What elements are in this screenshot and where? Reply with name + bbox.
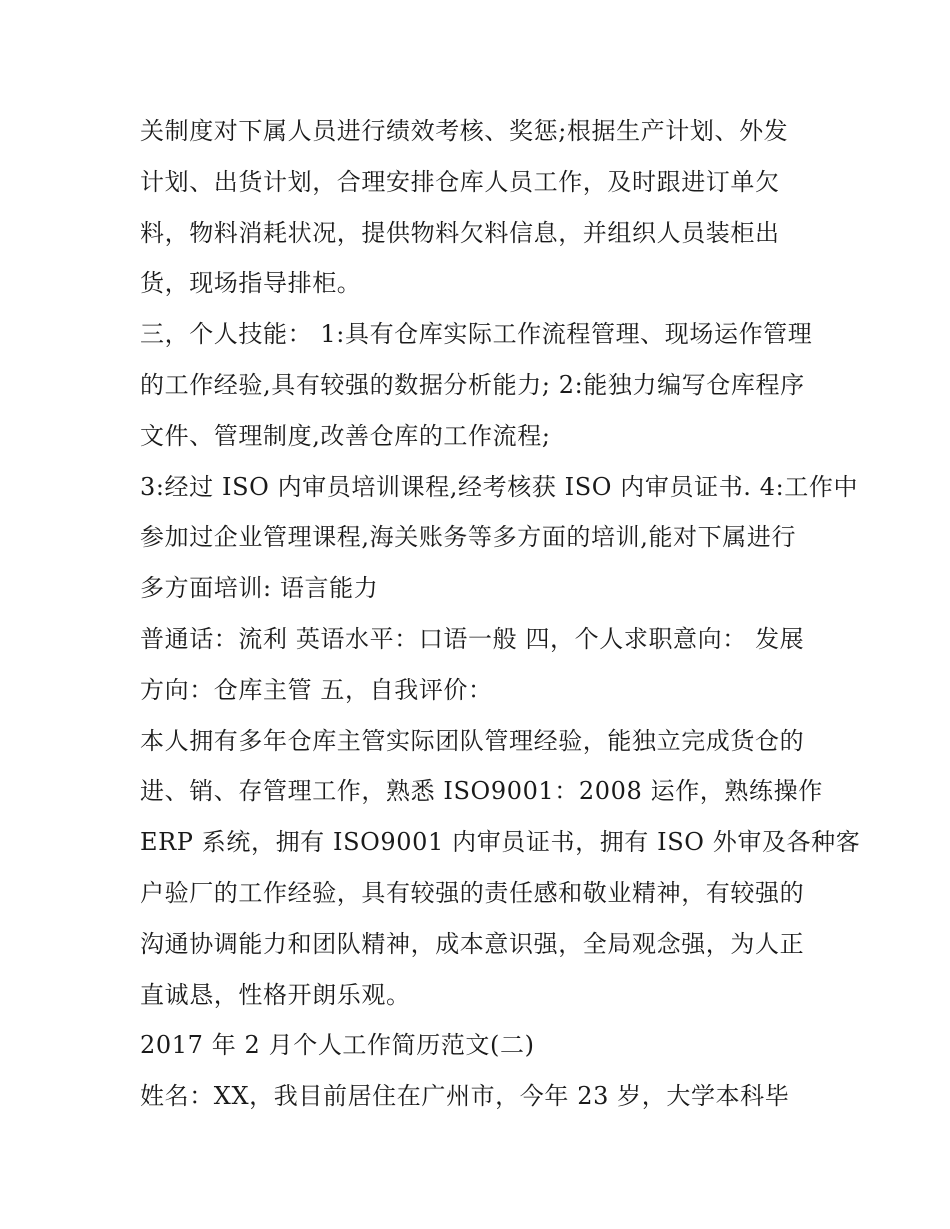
section-heading: 2017 年 2 月个人工作简历范文(二) <box>140 1031 535 1060</box>
text-line: 料，物料消耗状况，提供物料欠料信息，并组织人员装柜出 <box>140 218 780 247</box>
text-line: 沟通协调能力和团队精神，成本意识强，全局观念强，为人正 <box>140 929 805 958</box>
text-line: ERP 系统，拥有 ISO9001 内审员证书，拥有 ISO 外审及各种客 <box>140 828 861 857</box>
text-line: 文件、管理制度,改善仓库的工作流程; <box>140 421 551 450</box>
text-line: 直诚恳，性格开朗乐观。 <box>140 980 411 1009</box>
text-line: 3:经过 ISO 内审员培训课程,经考核获 ISO 内审员证书. 4:工作中 <box>140 472 859 501</box>
text-line: 计划、出货计划，合理安排仓库人员工作，及时跟进订单欠 <box>140 167 780 196</box>
text-line: 多方面培训: 语言能力 <box>140 574 379 603</box>
text-line: 三，个人技能： 1:具有仓库实际工作流程管理、现场运作管理 <box>140 320 813 349</box>
text-line: 进、销、存管理工作，熟悉 ISO9001：2008 运作，熟练操作 <box>140 777 823 806</box>
text-line: 的工作经验,具有较强的数据分析能力; 2:能独力编写仓库程序 <box>140 370 805 399</box>
text-line: 关制度对下属人员进行绩效考核、奖惩;根据生产计划、外发 <box>140 117 789 145</box>
text-line: 普通话：流利 英语水平：口语一般 四，个人求职意向： 发展 <box>140 624 805 653</box>
text-line: 方向：仓库主管 五，自我评价： <box>140 675 493 704</box>
text-line: 姓名：XX，我目前居住在广州市，今年 23 岁，大学本科毕 <box>140 1082 790 1111</box>
text-line: 参加过企业管理课程,海关账务等多方面的培训,能对下属进行 <box>140 523 797 552</box>
text-line: 本人拥有多年仓库主管实际团队管理经验，能独立完成货仓的 <box>140 726 805 755</box>
text-line: 货，现场指导排柜。 <box>140 269 362 298</box>
document-body <box>140 106 861 1122</box>
text-line: 户验厂的工作经验，具有较强的责任感和敬业精神，有较强的 <box>140 878 805 907</box>
